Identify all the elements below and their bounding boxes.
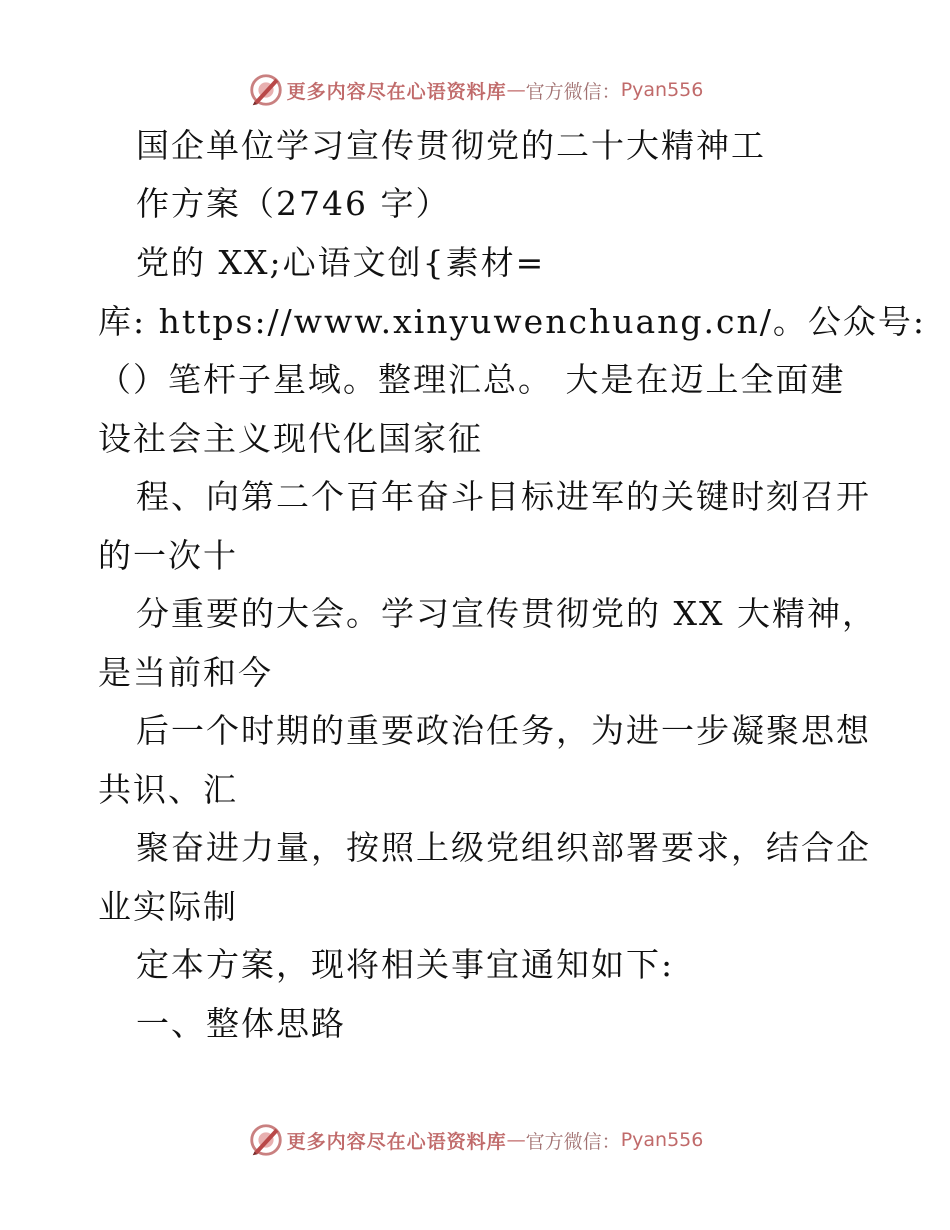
text-line: 党的 XX;心语文创{素材=	[136, 243, 546, 282]
doc-title-line-2: 作方案（2746 字）	[136, 184, 451, 223]
header-banner	[0, 70, 950, 110]
banner-wechat-id: Pyan556	[620, 1129, 704, 1151]
text-line: 设社会主义现代化国家征	[98, 419, 483, 458]
text-line: 程、向第二个百年奋斗目标进军的关键时刻召开	[136, 477, 871, 516]
text-line: （）笔杆子星域。整理汇总。 大是在迈上全面建	[98, 360, 846, 399]
banner-wechat-id: Pyan556	[620, 79, 704, 101]
text-line: 定本方案，现将相关事宜通知如下:	[136, 945, 675, 984]
banner-text: 更多内容尽在心语资料库	[286, 80, 507, 103]
text-line: 是当前和今	[98, 653, 273, 692]
banner-dash: —	[506, 79, 526, 101]
text-line: 后一个时期的重要政治任务，为进一步凝聚思想	[136, 711, 871, 750]
text-line: 分重要的大会。学习宣传贯彻党的 XX 大精神，	[136, 594, 877, 633]
section-heading: 一、整体思路	[136, 1004, 346, 1043]
footer-banner	[0, 1120, 950, 1160]
doc-title-line-1: 国企单位学习宣传贯彻党的二十大精神工	[136, 126, 766, 165]
banner-wechat-label: 官方微信：	[525, 80, 621, 103]
text-line: 业实际制	[98, 887, 238, 926]
pen-logo-icon	[247, 1121, 285, 1159]
text-line: 共识、汇	[98, 770, 238, 809]
pen-logo-icon	[247, 71, 285, 109]
banner-dash: —	[506, 1129, 526, 1151]
banner-text: 更多内容尽在心语资料库	[286, 1130, 507, 1153]
text-line: 的一次十	[98, 536, 238, 575]
banner-wechat-label: 官方微信：	[525, 1130, 621, 1153]
text-line: 聚奋进力量，按照上级党组织部署要求，结合企	[136, 828, 871, 867]
text-line: 库: https://www.xinyuwenchuang.cn/。公众号:	[98, 302, 926, 341]
